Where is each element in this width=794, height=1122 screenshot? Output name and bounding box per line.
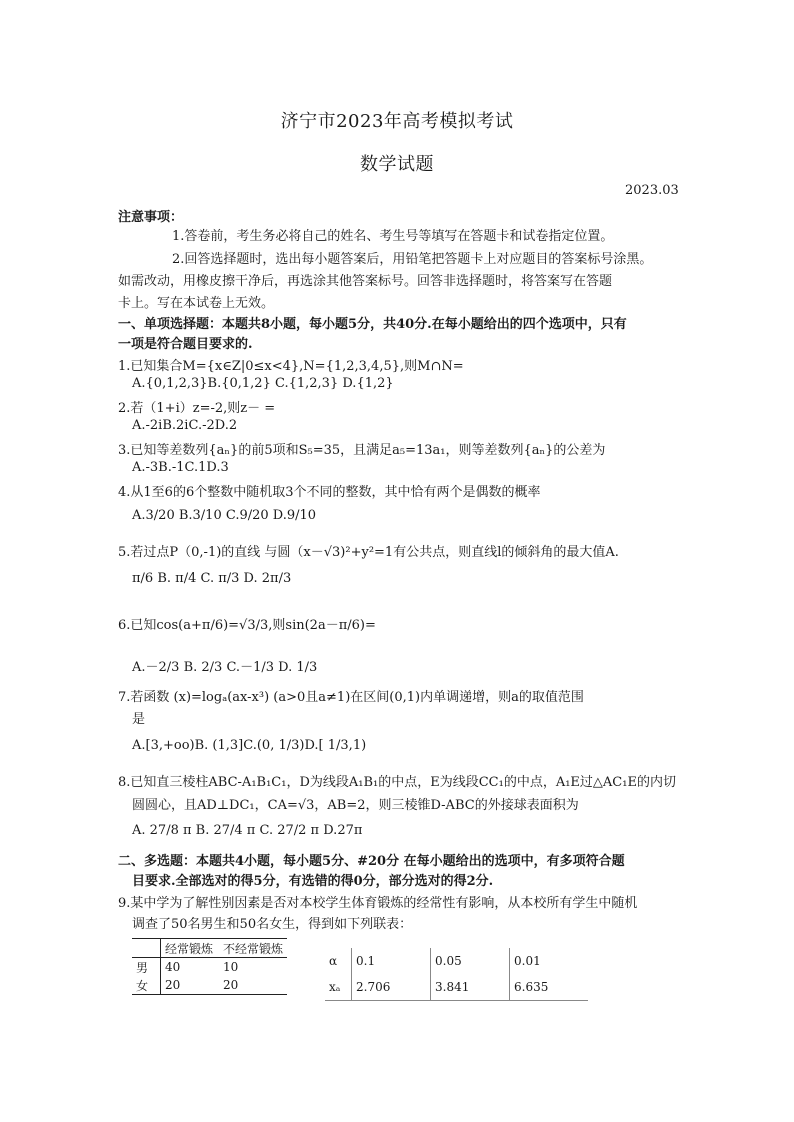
question-3-options: A.-3B.-1C.1D.3 [132,460,229,475]
question-2-options: A.-2iB.2iC.-2D.2 [132,418,238,433]
question-2-stem: 2.若（1+i）z=-2,则z－ = [118,401,276,416]
table-cell: 20 [219,976,287,995]
section-1-heading-line-2: 一项是符合题目要求的. [118,337,253,352]
table-cell [132,939,161,958]
table-row [132,976,287,995]
table-cell: 女 [132,976,161,995]
question-8-stem-line-1: 8.已知直三棱柱ABC-A₁B₁C₁，D为线段A₁B₁的中点，E为线段CC₁的中点，A₁E过△AC₁E的内切 [118,775,676,790]
table-cell: 男 [132,958,161,977]
table-cell: 2.706 [352,974,431,1001]
table-cell: 10 [223,960,239,974]
table-cell: 20 [161,976,220,995]
section-2-heading-line-1: 二、多选题：本题共4小题，每小题5分、#20分 在每小题给出的选项中，有多项符合题 [118,854,625,869]
table-cell: α [325,948,352,974]
notice-item-2-line-1: 2.回答选择题时，选出每小题答案后，用铅笔把答题卡上对应题目的答案标号涂黑。 [172,252,653,267]
notice-item-2-line-2: 如需改动，用橡皮擦干净后，再选涂其他答案标号。回答非选择题时，将答案写在答题 [118,274,613,289]
table-cell: 6.635 [510,974,589,1001]
question-6-options: A.－2/3 B. 2/3 C.－1/3 D. 1/3 [132,660,318,675]
table-cell: 0.1 [352,948,431,974]
question-1-options: A.{0,1,2,3}B.{0,1,2} C.{1,2,3} D.{1,2} [132,376,394,391]
question-9-stem-line-1: 9.某中学为了解性别因素是否对本校学生体育锻炼的经常性有影响，从本校所有学生中随机 [118,896,638,911]
contingency-table-header [132,939,287,958]
table-cell: 3.841 [431,974,510,1001]
table-row [132,958,287,977]
question-3-stem: 3.已知等差数列{aₙ}的前5项和S₅=35，且满足a₅=13a₁，则等差数列{aₙ}的公差为 [118,443,606,458]
table-header-cell: 经常锻炼 [161,939,220,958]
exam-date: 2023.03 [625,183,679,198]
question-6-stem: 6.已知cos(a+π/6)=√3/3,则sin(2a－π/6)= [118,618,376,633]
table-header-cell: 不经常锻炼 [219,939,287,958]
question-7-options: A.[3,+oo)B. (1,3]C.(0, 1/3)D.[ 1/3,1) [132,738,367,753]
critical-value-table [325,948,588,1001]
notice-heading: 注意事项： [118,210,184,225]
question-7-stem-line-1: 7.若函数 (x)=logₐ(ax-x³) (a>0且a≠1)在区间(0,1)内单调递增，则a的取值范围 [118,690,584,705]
exam-subject: 数学试题 [360,154,434,175]
notice-item-1: 1.答卷前，考生务必将自己的姓名、考生号等填写在答题卡和试卷指定位置。 [172,229,614,244]
question-8-stem-line-2: 圆圆心，且AD⊥DC₁，CA=√3，AB=2，则三棱锥D-ABC的外接球表面积为 [132,798,579,813]
table-row [325,948,588,974]
question-5-options: π/6 B. π/4 C. π/3 D. 2π/3 [132,571,292,586]
question-8-options: A. 27/8 π B. 27/4 π C. 27/2 π D.27π [132,823,363,838]
section-2-heading-line-2: 目要求.全部选对的得5分，有选错的得0分，部分选对的得2分. [132,874,494,889]
question-4-stem: 4.从1至6的6个整数中随机取3个不同的整数，其中恰有两个是偶数的概率 [118,485,541,500]
notice-item-2-line-3: 卡上。写在本试卷上无效。 [118,296,275,311]
table-row [325,974,588,1001]
exam-title: 济宁市2023年高考模拟考试 [280,111,514,132]
table-cell: xₐ [325,974,352,1001]
table-cell: 0.05 [431,948,510,974]
table-cell: 40 [165,960,181,974]
question-7-stem-line-2: 是 [132,712,146,727]
question-4-options: A.3/20 B.3/10 C.9/20 D.9/10 [132,508,317,523]
question-9-stem-line-2: 调查了50名男生和50名女生，得到如下列联表： [132,917,413,932]
question-5-stem: 5.若过点P（0,-1)的直线 与圆（x－√3)²+y²=1有公共点，则直线l的倾斜角的最大值A. [118,545,619,560]
question-1-stem: 1.已知集合M={x∈Z|0≤x<4},N={1,2,3,4,5},则M∩N= [118,359,464,374]
table-cell: 0.01 [514,954,541,968]
section-1-heading-line-1: 一、单项选择题：本题共8小题，每小题5分，共40分.在每小题给出的四个选项中，只有 [118,317,627,332]
contingency-table [132,938,287,995]
